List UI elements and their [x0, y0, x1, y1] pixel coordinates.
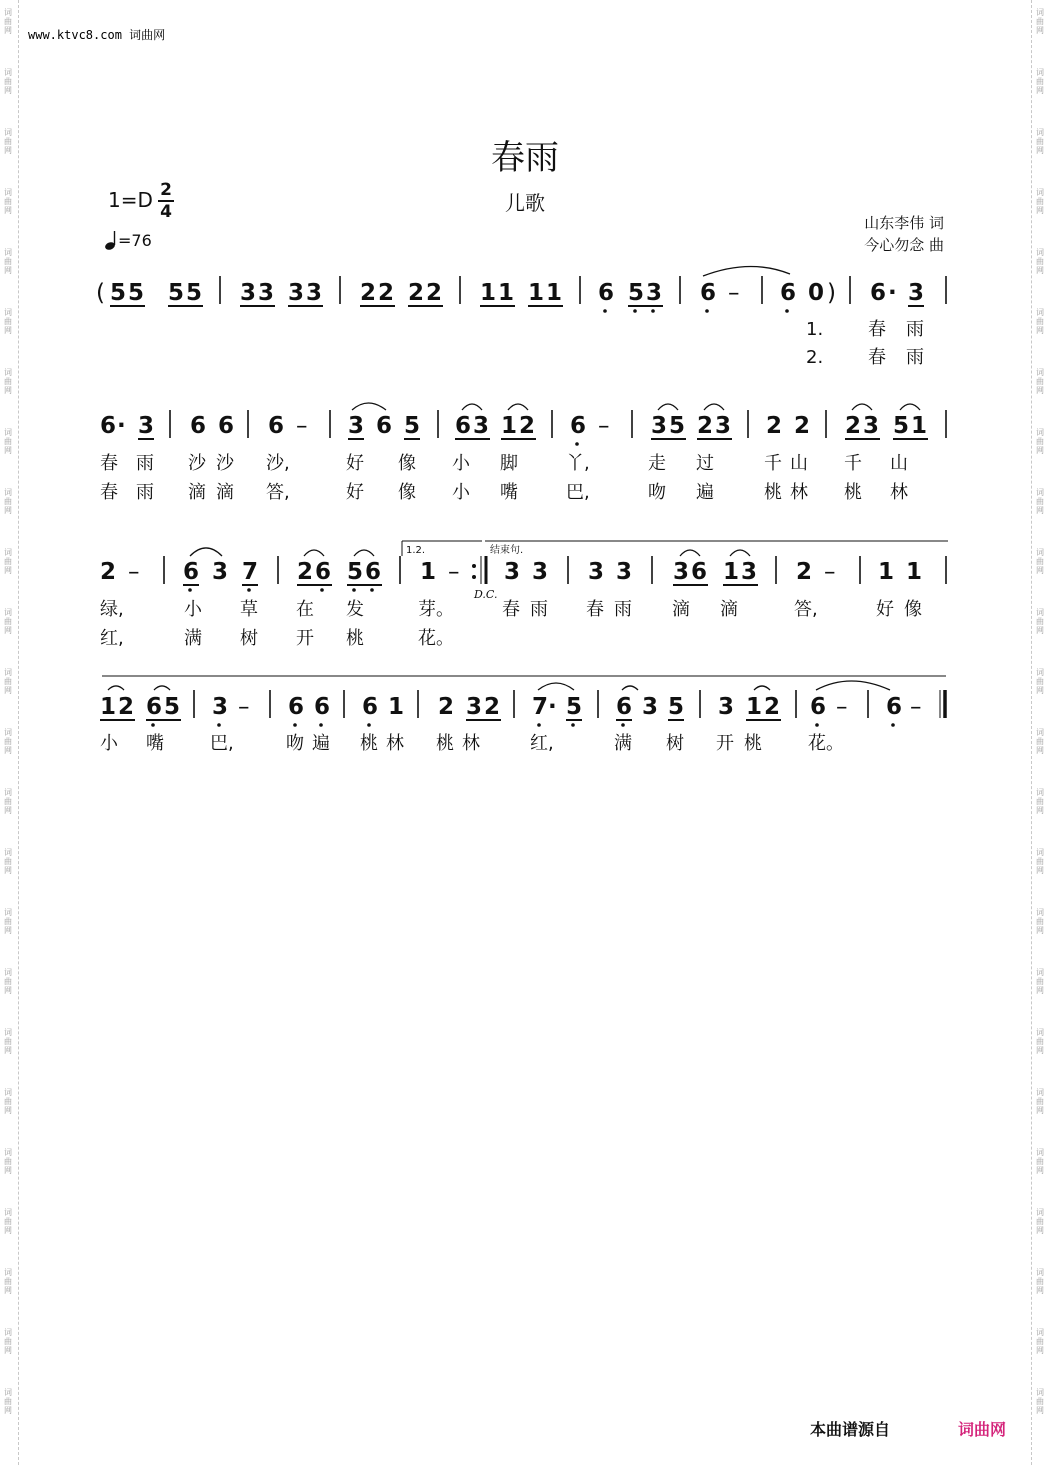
svg-text:5: 5 — [186, 280, 203, 306]
svg-text:2: 2 — [794, 413, 811, 439]
svg-text:6: 6 — [288, 694, 305, 720]
svg-text:滴: 滴 — [216, 482, 234, 503]
svg-text:2: 2 — [408, 280, 425, 306]
svg-text:3: 3 — [504, 559, 521, 585]
svg-text:–: – — [296, 413, 308, 439]
svg-text:3: 3 — [616, 559, 633, 585]
watermark-stamp: 词 曲 网 — [4, 188, 12, 215]
svg-text:1: 1 — [546, 280, 563, 306]
svg-text:6: 6 — [616, 694, 633, 720]
svg-text:3: 3 — [212, 694, 229, 720]
score-row-4 — [100, 676, 946, 727]
svg-text:发: 发 — [346, 599, 364, 620]
svg-text:桃: 桃 — [346, 628, 364, 649]
svg-text:2: 2 — [297, 559, 314, 585]
svg-text:2: 2 — [766, 413, 783, 439]
svg-text:红,: 红, — [100, 628, 124, 649]
svg-text:3: 3 — [646, 280, 663, 306]
svg-text:树: 树 — [240, 628, 258, 649]
svg-text:0: 0 — [808, 280, 825, 306]
svg-text:1: 1 — [100, 694, 117, 720]
svg-text:小: 小 — [452, 482, 470, 503]
svg-text:–: – — [910, 694, 922, 720]
svg-text:春: 春 — [502, 599, 520, 620]
svg-text:6: 6 — [376, 413, 393, 439]
svg-text:雨: 雨 — [136, 453, 154, 474]
svg-text:草: 草 — [240, 599, 258, 620]
svg-text:满: 满 — [184, 628, 202, 649]
svg-text:桃: 桃 — [764, 482, 782, 503]
watermark-stamp: 词 曲 网 — [4, 1148, 12, 1175]
watermark-stamp: 词 曲 网 — [1036, 368, 1044, 395]
svg-text:2: 2 — [426, 280, 443, 306]
svg-text:3: 3 — [306, 280, 323, 306]
svg-text:遍: 遍 — [312, 733, 330, 754]
watermark-stamp: 词 曲 网 — [4, 128, 12, 155]
svg-text:雨: 雨 — [614, 599, 632, 620]
svg-text:3: 3 — [588, 559, 605, 585]
svg-text:沙: 沙 — [188, 453, 206, 474]
key-signature: 1=D — [108, 188, 153, 212]
svg-text:1: 1 — [528, 280, 545, 306]
watermark-stamp: 词 曲 网 — [1036, 548, 1044, 575]
svg-text:6: 6 — [870, 280, 887, 306]
svg-text:巴,: 巴, — [210, 733, 234, 754]
svg-text:吻: 吻 — [286, 733, 304, 754]
svg-text:·: · — [548, 694, 557, 720]
watermark-stamp: 词 曲 网 — [4, 1328, 12, 1355]
svg-text:吻: 吻 — [648, 482, 666, 503]
svg-text:千: 千 — [844, 453, 862, 474]
svg-text:–: – — [448, 559, 460, 585]
svg-text:–: – — [238, 694, 250, 720]
svg-text:春: 春 — [868, 347, 886, 368]
watermark-stamp: 词 曲 网 — [4, 68, 12, 95]
svg-text:3: 3 — [741, 559, 758, 585]
svg-text:红,: 红, — [530, 733, 554, 754]
svg-text:滴: 滴 — [672, 599, 690, 620]
svg-text:7: 7 — [242, 559, 259, 585]
watermark-stamp: 词 曲 网 — [4, 1268, 12, 1295]
svg-text:雨: 雨 — [906, 347, 924, 368]
svg-text:2: 2 — [764, 694, 781, 720]
svg-text:滴: 滴 — [720, 599, 738, 620]
watermark-stamp: 词 曲 网 — [1036, 1088, 1044, 1115]
svg-text:1: 1 — [911, 413, 928, 439]
svg-text:桃: 桃 — [844, 482, 862, 503]
watermark-stamp: 词 曲 网 — [1036, 1028, 1044, 1055]
svg-text:(: ( — [96, 280, 105, 306]
svg-text:5: 5 — [164, 694, 181, 720]
verse-markers — [806, 319, 924, 368]
watermark-stamp: 词 曲 网 — [1036, 68, 1044, 95]
svg-text:3: 3 — [473, 413, 490, 439]
svg-text:6: 6 — [570, 413, 587, 439]
watermark-stamp: 词 曲 网 — [1036, 308, 1044, 335]
svg-text:桃: 桃 — [436, 733, 454, 754]
svg-text:6: 6 — [183, 559, 200, 585]
svg-text:6: 6 — [190, 413, 207, 439]
svg-text:3: 3 — [673, 559, 690, 585]
svg-text:6: 6 — [100, 413, 117, 439]
svg-text:6: 6 — [780, 280, 797, 306]
svg-text:2.: 2. — [806, 347, 824, 368]
watermark-stamp: 词 曲 网 — [1036, 188, 1044, 215]
svg-text:–: – — [128, 559, 140, 585]
svg-text:5: 5 — [110, 280, 127, 306]
watermark-stamp: 词 曲 网 — [4, 248, 12, 275]
svg-text:滴: 滴 — [188, 482, 206, 503]
svg-text:6: 6 — [691, 559, 708, 585]
svg-text:2: 2 — [360, 280, 377, 306]
svg-text:芽。: 芽。 — [418, 599, 454, 620]
watermark-stamp: 词 曲 网 — [4, 668, 12, 695]
watermark-stamp: 词 曲 网 — [1036, 488, 1044, 515]
volta-12-label: 1.2. — [406, 545, 426, 556]
svg-text:遍: 遍 — [696, 482, 714, 503]
svg-text:3: 3 — [863, 413, 880, 439]
svg-text:–: – — [728, 280, 740, 306]
score-row-1 — [96, 266, 946, 312]
watermark-stamp: 词 曲 网 — [1036, 428, 1044, 455]
svg-text:像: 像 — [398, 482, 416, 503]
watermark-stamp: 词 曲 网 — [4, 368, 12, 395]
svg-text:7: 7 — [532, 694, 549, 720]
song-title: 春雨 — [491, 138, 559, 178]
svg-text:6: 6 — [218, 413, 235, 439]
svg-text:嘴: 嘴 — [500, 482, 518, 503]
svg-text:5: 5 — [128, 280, 145, 306]
svg-text:在: 在 — [296, 599, 314, 620]
svg-text:3: 3 — [466, 694, 483, 720]
svg-text:3: 3 — [240, 280, 257, 306]
svg-text:1: 1 — [480, 280, 497, 306]
score-row-2 — [100, 403, 946, 446]
watermark-stamp: 词 曲 网 — [4, 308, 12, 335]
svg-text:6: 6 — [362, 694, 379, 720]
svg-text:林: 林 — [890, 482, 908, 503]
score-row-3 — [100, 541, 948, 601]
svg-text:小: 小 — [100, 733, 118, 754]
watermark-stamp: 词 曲 网 — [1036, 8, 1044, 35]
svg-text:花。: 花。 — [808, 733, 844, 754]
watermark-stamp: 词 曲 网 — [1036, 1208, 1044, 1235]
svg-text:开: 开 — [296, 628, 314, 649]
lyrics-row-2 — [100, 453, 908, 503]
svg-text:3: 3 — [718, 694, 735, 720]
svg-text:1: 1 — [388, 694, 405, 720]
svg-text:·: · — [117, 413, 126, 439]
watermark-stamp: 词 曲 网 — [1036, 248, 1044, 275]
svg-text:走: 走 — [648, 453, 666, 474]
watermark-stamp: 词 曲 网 — [1036, 1148, 1044, 1175]
watermark-stamp: 词 曲 网 — [1036, 728, 1044, 755]
svg-text:2: 2 — [378, 280, 395, 306]
svg-text:春: 春 — [868, 319, 886, 340]
svg-text:5: 5 — [628, 280, 645, 306]
site-label[interactable]: www.ktvc8.com 词曲网 — [28, 28, 166, 42]
watermark-stamp: 词 曲 网 — [4, 968, 12, 995]
svg-text:桃: 桃 — [744, 733, 762, 754]
svg-text:6: 6 — [455, 413, 472, 439]
svg-text:2: 2 — [438, 694, 455, 720]
svg-text:3: 3 — [908, 280, 925, 306]
svg-text:山: 山 — [890, 453, 908, 474]
watermark-stamp: 词 曲 网 — [1036, 908, 1044, 935]
svg-text:3: 3 — [348, 413, 365, 439]
svg-text:1: 1 — [723, 559, 740, 585]
svg-text:2: 2 — [519, 413, 536, 439]
song-subtitle: 儿歌 — [505, 191, 545, 215]
svg-text:2: 2 — [484, 694, 501, 720]
svg-text:1.: 1. — [806, 319, 824, 340]
watermark-stamp: 词 曲 网 — [4, 8, 12, 35]
watermark-stamp: 词 曲 网 — [4, 608, 12, 635]
svg-text:3: 3 — [642, 694, 659, 720]
svg-text:雨: 雨 — [530, 599, 548, 620]
watermark-stamp: 词 曲 网 — [4, 848, 12, 875]
svg-text:林: 林 — [790, 482, 808, 503]
svg-text:沙,: 沙, — [266, 453, 290, 474]
svg-text:丫,: 丫, — [566, 453, 590, 474]
svg-text:小: 小 — [452, 453, 470, 474]
svg-text:满: 满 — [614, 733, 632, 754]
watermark-stamp: 词 曲 网 — [4, 1208, 12, 1235]
watermark-stamp: 词 曲 网 — [1036, 1328, 1044, 1355]
svg-text:5: 5 — [668, 694, 685, 720]
watermark-stamp: 词 曲 网 — [4, 1028, 12, 1055]
svg-text:林: 林 — [462, 733, 480, 754]
svg-text:–: – — [824, 559, 836, 585]
watermark-stamp: 词 曲 网 — [1036, 128, 1044, 155]
svg-text:过: 过 — [696, 453, 714, 474]
svg-text:沙: 沙 — [216, 453, 234, 474]
watermark-stamp: 词 曲 网 — [1036, 848, 1044, 875]
svg-text:3: 3 — [138, 413, 155, 439]
svg-text:6: 6 — [268, 413, 285, 439]
svg-text:2: 2 — [796, 559, 813, 585]
svg-text:3: 3 — [715, 413, 732, 439]
svg-text:·: · — [888, 280, 897, 306]
watermark-stamp: 词 曲 网 — [1036, 968, 1044, 995]
watermark-stamp: 词 曲 网 — [4, 488, 12, 515]
svg-text:5: 5 — [566, 694, 583, 720]
svg-text:好: 好 — [346, 453, 364, 474]
svg-text:雨: 雨 — [136, 482, 154, 503]
watermark-stamp: 词 曲 网 — [4, 428, 12, 455]
svg-text:春: 春 — [100, 482, 118, 503]
svg-text:3: 3 — [212, 559, 229, 585]
svg-text:小: 小 — [184, 599, 202, 620]
svg-text:山: 山 — [790, 453, 808, 474]
meter-bottom: 4 — [160, 202, 172, 222]
svg-text:雨: 雨 — [906, 319, 924, 340]
meter-top: 2 — [160, 180, 172, 200]
watermark-stamp: 词 曲 网 — [4, 1088, 12, 1115]
watermark-stamp: 词 曲 网 — [1036, 1388, 1044, 1415]
svg-text:3: 3 — [651, 413, 668, 439]
svg-text:春: 春 — [100, 453, 118, 474]
svg-text:千: 千 — [764, 453, 782, 474]
svg-text:1: 1 — [746, 694, 763, 720]
watermark-stamp: 词 曲 网 — [4, 788, 12, 815]
svg-text:–: – — [598, 413, 610, 439]
svg-text:6: 6 — [315, 559, 332, 585]
svg-text:脚: 脚 — [500, 453, 518, 474]
svg-text:像: 像 — [398, 453, 416, 474]
svg-text:2: 2 — [100, 559, 117, 585]
svg-text:绿,: 绿, — [100, 599, 124, 620]
watermark-stamp: 词 曲 网 — [1036, 668, 1044, 695]
footer-site-link[interactable]: 词曲网 — [958, 1420, 1007, 1439]
lyricist-credit: 山东李伟 词 — [864, 214, 944, 232]
composer-credit: 今心勿念 曲 — [864, 236, 944, 254]
svg-text:1: 1 — [878, 559, 895, 585]
svg-text:答,: 答, — [794, 599, 818, 620]
svg-text:6: 6 — [365, 559, 382, 585]
svg-text:花。: 花。 — [418, 628, 454, 649]
svg-text:3: 3 — [532, 559, 549, 585]
svg-text:6: 6 — [886, 694, 903, 720]
svg-text:5: 5 — [893, 413, 910, 439]
svg-text:1: 1 — [501, 413, 518, 439]
svg-text:5: 5 — [168, 280, 185, 306]
svg-text:1: 1 — [498, 280, 515, 306]
watermark-stamp: 词 曲 网 — [1036, 608, 1044, 635]
svg-text:6: 6 — [700, 280, 717, 306]
svg-text:): ) — [827, 280, 836, 306]
svg-text:1: 1 — [420, 559, 437, 585]
svg-text:3: 3 — [258, 280, 275, 306]
svg-text:–: – — [836, 694, 848, 720]
ending-label: 结束句. — [490, 545, 524, 556]
svg-text:答,: 答, — [266, 482, 290, 503]
svg-text:5: 5 — [669, 413, 686, 439]
svg-text:5: 5 — [347, 559, 364, 585]
svg-text:春: 春 — [586, 599, 604, 620]
svg-text:好: 好 — [876, 599, 894, 620]
svg-text:6: 6 — [146, 694, 163, 720]
watermark-stamp: 词 曲 网 — [4, 548, 12, 575]
lyrics-row-4 — [100, 733, 844, 754]
watermark-stamp: 词 曲 网 — [1036, 1268, 1044, 1295]
svg-text:6: 6 — [810, 694, 827, 720]
svg-text:树: 树 — [666, 733, 684, 754]
svg-text:2: 2 — [118, 694, 135, 720]
footer-source-label: 本曲谱源自 — [810, 1420, 891, 1439]
svg-text:好: 好 — [346, 482, 364, 503]
watermark-stamp: 词 曲 网 — [4, 1388, 12, 1415]
lyrics-row-3 — [100, 599, 922, 649]
svg-text:开: 开 — [716, 733, 734, 754]
watermark-stamp: 词 曲 网 — [4, 728, 12, 755]
svg-text:2: 2 — [845, 413, 862, 439]
svg-text:林: 林 — [386, 733, 404, 754]
watermark-stamp: 词 曲 网 — [1036, 788, 1044, 815]
svg-text:巴,: 巴, — [566, 482, 590, 503]
dc-label: D.C. — [474, 588, 498, 601]
svg-text:桃: 桃 — [360, 733, 378, 754]
svg-text:6: 6 — [314, 694, 331, 720]
svg-text:3: 3 — [288, 280, 305, 306]
svg-text:1: 1 — [906, 559, 923, 585]
svg-text:5: 5 — [404, 413, 421, 439]
svg-text:2: 2 — [697, 413, 714, 439]
svg-text:像: 像 — [904, 599, 922, 620]
watermark-stamp: 词 曲 网 — [4, 908, 12, 935]
tempo-value: =76 — [118, 231, 152, 250]
svg-text:6: 6 — [598, 280, 615, 306]
svg-text:嘴: 嘴 — [146, 733, 164, 754]
